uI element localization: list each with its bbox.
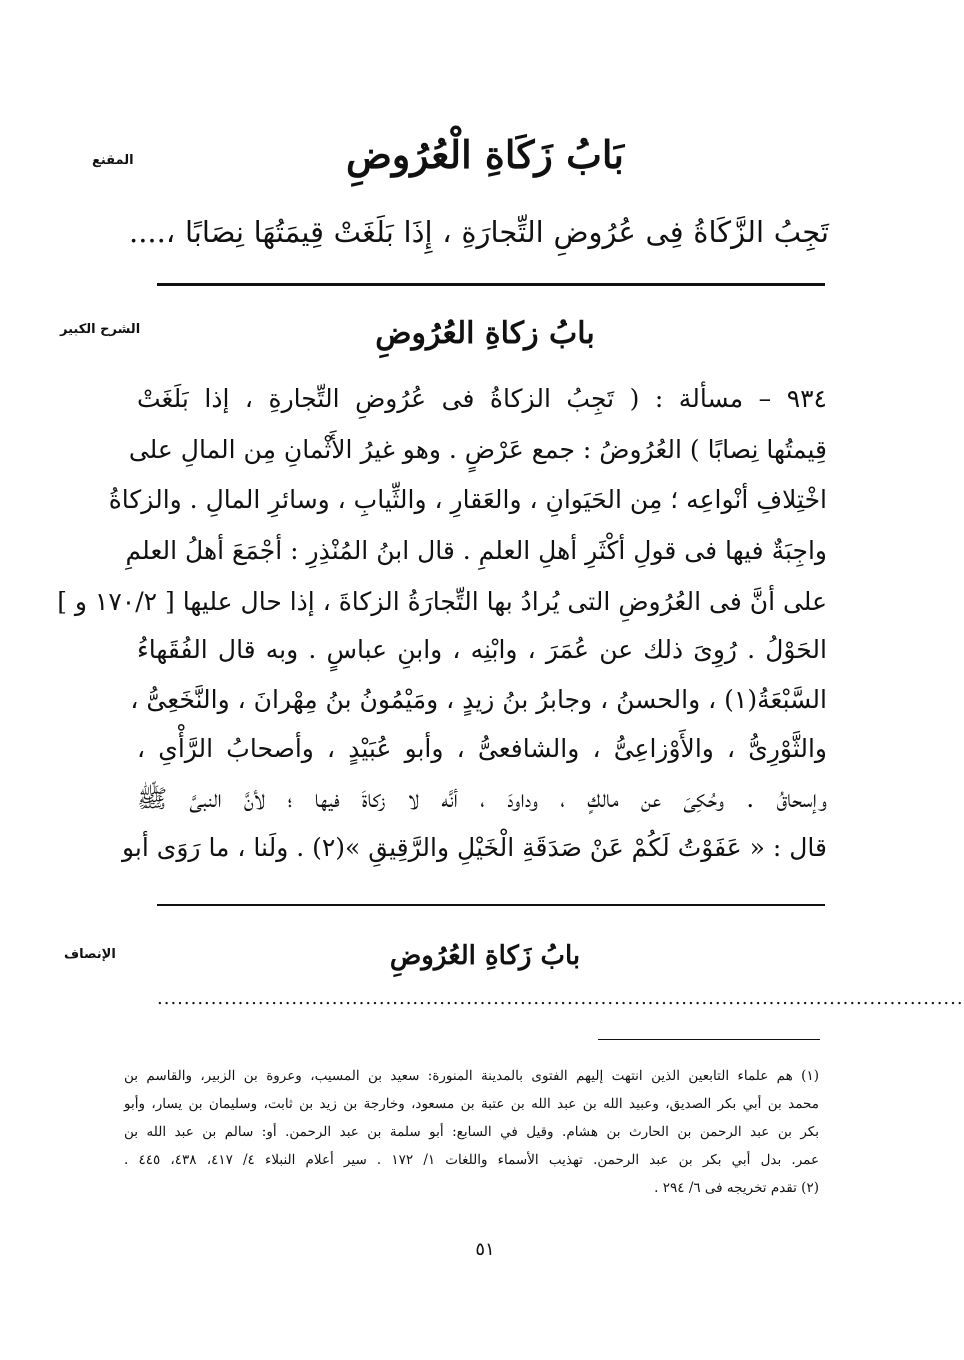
page-number: ٥١ <box>475 1239 495 1260</box>
side-label-muqni: المقنع <box>92 153 134 168</box>
footnote-line: (١) هم علماء التابعين الذين انتهت إليهم الفتوى بالمدينة المنورة: سعيد بن المسيب، وعروة بن الزبير، والقاسم بن <box>124 1068 819 1084</box>
side-label-sharh: الشرح الكبير <box>60 322 141 337</box>
section-title-insaf: بابُ زَكاةِ العُرُوضِ <box>389 941 581 971</box>
text-line: وإسحاقُ . وحُكِىَ عن مالكٍ ، وداودَ ، أنَّه لا زكاةَ فيها ؛ لأنَّ النبىَّ ﷺ <box>137 784 827 813</box>
text-line: اخْتِلافِ أنْواعِه ؛ مِن الحَيَوانِ ، والعَقارِ ، والثِّيابِ ، وسائرِ المالِ . والزكاةُ <box>108 485 827 514</box>
text-line: ٩٣٤ – مسألة : ( تَجِبُ الزكاةُ فى عُرُوضِ التِّجارةِ ، إذا بَلَغَتْ <box>137 384 827 413</box>
section-title-muqni: بَابُ زَكَاةِ الْعُرُوضِ <box>345 132 625 177</box>
footnote-line: محمد بن أبي بكر الصديق، وعبيد الله بن عبد الله بن عتبة بن مسعود، وخارجة بن زيد بن ثابت، وسليمان بن يسار، وأبو <box>124 1096 819 1112</box>
section-title-sharh: بابُ زكاةِ العُرُوضِ <box>375 316 595 351</box>
text-line: قال : « عَفَوْتُ لَكُمْ عَنْ صَدَقَةِ الْخَيْلِ والرَّقِيقِ »(٢) . ولَنا ، ما رَوَى أبو <box>122 833 827 862</box>
text-line: واجِبَةٌ فيها فى قولِ أكْثَرِ أهلِ العلمِ . قال ابنُ المُنْذِرِ : أجْمَعَ أهلُ العلمِ <box>125 536 827 565</box>
text-line: على أنَّ فى العُرُوضِ التى يُرادُ بها التِّجارَةُ الزكاةَ ، إذا حال عليها [ ١٧٠/٢ و ] <box>57 587 827 616</box>
footnote-line: بكر بن عبد الرحمن بن الحارث بن هشام. وقيل في السابع: أبو سلمة بن عبد الرحمن. أو: سالم بن عبد الله بن <box>124 1124 819 1140</box>
divider-rule-1 <box>157 283 825 286</box>
text-line: السَّبْعَةُ(١) ، والحسنُ ، وجابرُ بنُ زيدٍ ، ومَيْمُونُ بنُ مِهْرانَ ، والنَّخَعِىُّ ، <box>130 685 827 714</box>
footnote-separator <box>598 1039 820 1040</box>
footnote-line: عمر. بدل أبي بكر بن عبد الرحمن. تهذيب الأسماء واللغات ١/ ١٧٢ . سير أعلام النبلاء ٤/ ٤١٧، ٤٣٨، ٤٤٥ . <box>124 1152 820 1168</box>
divider-rule-2 <box>157 904 825 906</box>
text-line: قِيمتُها نِصابًا ) العُرُوضُ : جمع عَرْضٍ . وهو غيرُ الأَثْمانِ مِن المالِ على <box>128 435 827 464</box>
insaf-dots: ........................................................................................................................ <box>157 988 964 1009</box>
side-label-insaf: الإنصاف <box>64 947 116 962</box>
text-line: والثَّوْرِىُّ ، والأَوْزاعِىُّ ، والشافعىُّ ، وأبو عُبَيْدٍ ، وأصحابُ الرَّأْىِ ، <box>137 734 827 763</box>
muqni-text: تَجِبُ الزَّكَاةُ فِى عُرُوضِ التِّجارَةِ ، إِذَا بَلَغَتْ قِيمَتُهَا نِصَابًا ،.... <box>129 215 829 249</box>
text-line: الحَوْلُ . رُوِىَ ذلك عن عُمَرَ ، وابْنِه ، وابنِ عباسٍ . وبه قال الفُقَهاءُ <box>137 635 827 664</box>
footnote-line: (٢) تقدم تخريجه فى ٦/ ٢٩٤ . <box>654 1180 819 1196</box>
